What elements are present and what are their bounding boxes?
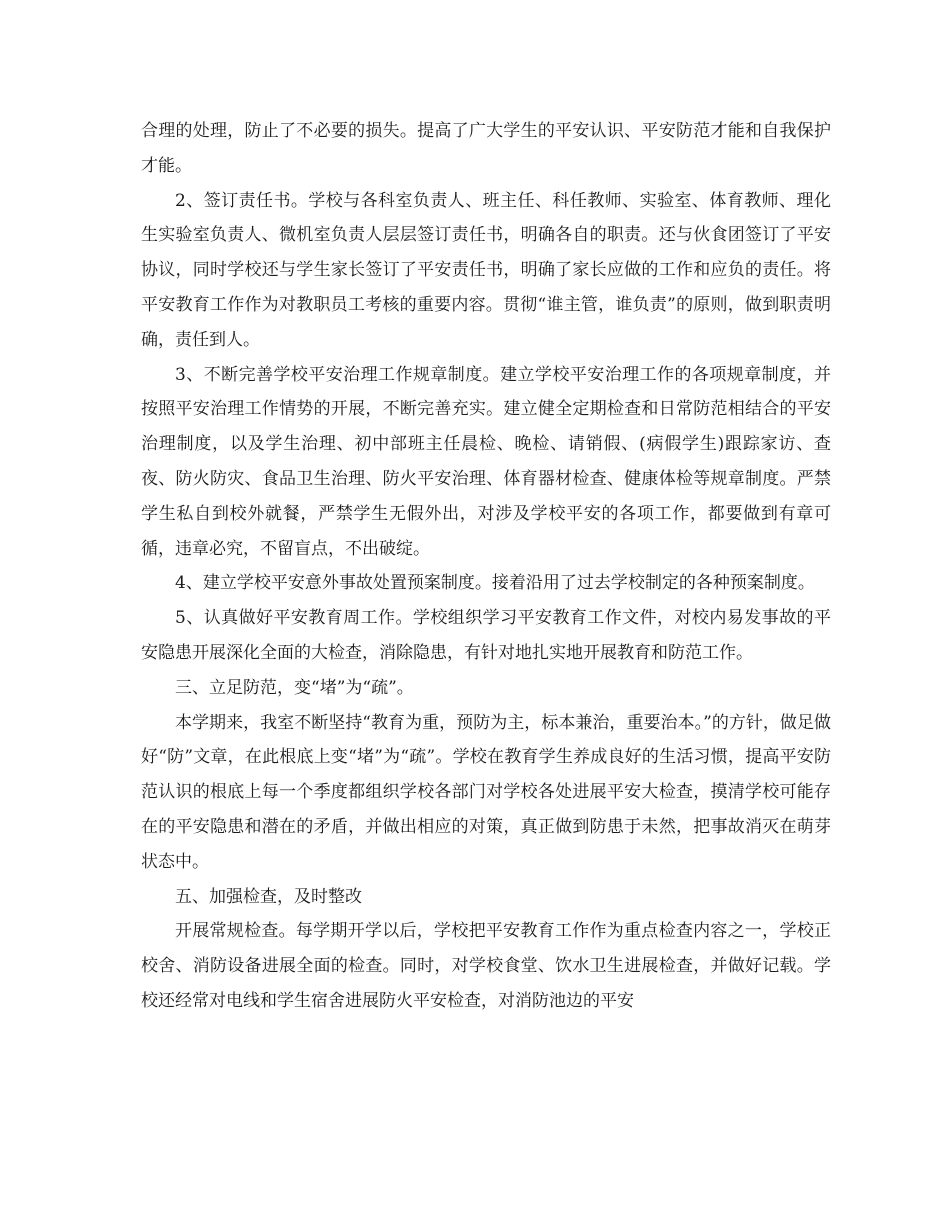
section-heading-5: 五、加强检查，及时整改	[175, 886, 362, 907]
paragraph-continuation: 合理的处理，防止了不必要的损失。提高了广大学生的平安认识、平安防范才能和自我保护才能。	[141, 121, 831, 176]
document-body	[141, 114, 831, 1019]
paragraph-item-4: 4、建立学校平安意外事故处置预案制度。接着沿用了过去学校制定的各种预案制度。	[175, 573, 815, 594]
paragraph-item-5: 5、认真做好平安教育周工作。学校组织学习平安教育工作文件，对校内易发事故的平安隐患开展深化全面的大检查，消除隐患，有针对地扎实地开展教育和防范工作。	[141, 608, 831, 663]
paragraph-item-3: 3、不断完善学校平安治理工作规章制度。建立学校平安治理工作的各项规章制度，并按照平安治理工作情势的开展，不断完善充实。建立健全定期检查和日常防范相结合的平安治理制度，以及学生治理、初中部班主任晨检、晚检、请销假、(病假学生)跟踪家访、查夜、防火防灾、食品卫生治理、防火平安治理、体育器材检查、健康体检等规章制度。严禁学生私自到校外就餐，严禁学生无假外出，对涉及学校平安的各项工作，都要做到有章可循，违章必究，不留盲点，不出破绽。	[141, 364, 831, 559]
paragraph-item-2: 2、签订责任书。学校与各科室负责人、班主任、科任教师、实验室、体育教师、理化生实验室负责人、微机室负责人层层签订责任书，明确各自的职责。还与伙食团签订了平安协议，同时学校还与学生家长签订了平安责任书，明确了家长应做的工作和应负的责任。将平安教育工作作为对教职员工考核的重要内容。贯彻“谁主管，谁负责”的原则，做到职责明确，责任到人。	[141, 190, 831, 350]
paragraph-section-5-body: 开展常规检查。每学期开学以后，学校把平安教育工作作为重点检查内容之一，学校正校舍、消防设备进展全面的检查。同时，对学校食堂、饮水卫生进展检查，并做好记载。学校还经常对电线和学生宿舍进展防火平安检查，对消防池边的平安	[141, 921, 831, 1011]
paragraph-section-3-body: 本学期来，我室不断坚持“教育为重，预防为主，标本兼治，重要治本。”的方针，做足做好“防”文章，在此根底上变“堵”为“疏”。学校在教育学生养成良好的生活习惯，提高平安防范认识的根底上每一个季度都组织学校各部门对学校各处进展平安大检查，摸清学校可能存在的平安隐患和潜在的矛盾，并做出相应的对策，真正做到防患于未然，把事故消灭在萌芽状态中。	[141, 712, 831, 872]
section-heading-3: 三、立足防范，变“堵”为“疏”。	[175, 677, 414, 698]
